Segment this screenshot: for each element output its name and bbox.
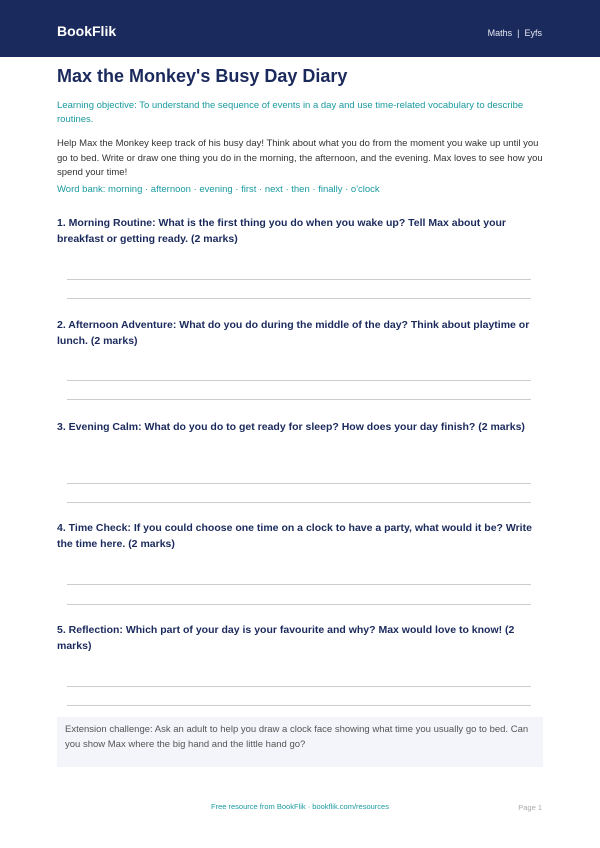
answer-line[interactable] — [67, 584, 531, 585]
level-label: Eyfs — [524, 28, 542, 38]
answer-line[interactable] — [67, 604, 531, 605]
extension-challenge: Extension challenge: Ask an adult to help you draw a clock face showing what time you usually go to bed. Can you show Max where the big hand and the little hand go? — [57, 717, 543, 767]
word-bank: Word bank: morning · afternoon · evening · first · next · then · finally · o'clock — [57, 184, 380, 195]
answer-line[interactable] — [67, 399, 531, 400]
answer-line[interactable] — [67, 279, 531, 280]
question-1: 1. Morning Routine: What is the first thing you do when you wake up? Tell Max about your breakfast or getting ready. (2 marks) — [57, 217, 506, 245]
learning-objective: Learning objective: To understand the sequence of events in a day and use time-related vocabulary to describe routines. — [57, 100, 524, 125]
intro-text: Help Max the Monkey keep track of his busy day! Think about what you do from the moment you wake up until you go to bed. Write or draw one thing you do in the morning, the afternoon, and the evening. Max loves to see how you spend your time! — [57, 138, 543, 178]
subject-label: Maths — [487, 28, 513, 38]
question-2: 2. Afternoon Adventure: What do you do during the middle of the day? Think about playtime or lunch. (2 marks) — [57, 319, 530, 347]
answer-line[interactable] — [67, 483, 531, 484]
header-meta — [488, 28, 542, 38]
answer-line[interactable] — [67, 686, 531, 687]
header-separator: | — [517, 28, 520, 38]
page-title: Max the Monkey's Busy Day Diary — [57, 66, 348, 86]
page-header — [0, 0, 600, 57]
page-number: Page 1 — [518, 803, 542, 812]
question-4: 4. Time Check: If you could choose one time on a clock to have a party, what would it be? Write the time here. (2 marks) — [57, 522, 532, 550]
brand-logo[interactable]: BookFlik — [57, 23, 117, 39]
question-5: 5. Reflection: Which part of your day is your favourite and why? Max would love to know! (2 marks) — [57, 624, 515, 652]
answer-line[interactable] — [67, 380, 531, 381]
answer-line[interactable] — [67, 502, 531, 503]
footer-link[interactable]: Free resource from BookFlik · bookflik.com/resources — [211, 802, 389, 811]
answer-line[interactable] — [67, 705, 531, 706]
answer-line[interactable] — [67, 298, 531, 299]
question-3: 3. Evening Calm: What do you do to get ready for sleep? How does your day finish? (2 marks) — [57, 421, 525, 433]
